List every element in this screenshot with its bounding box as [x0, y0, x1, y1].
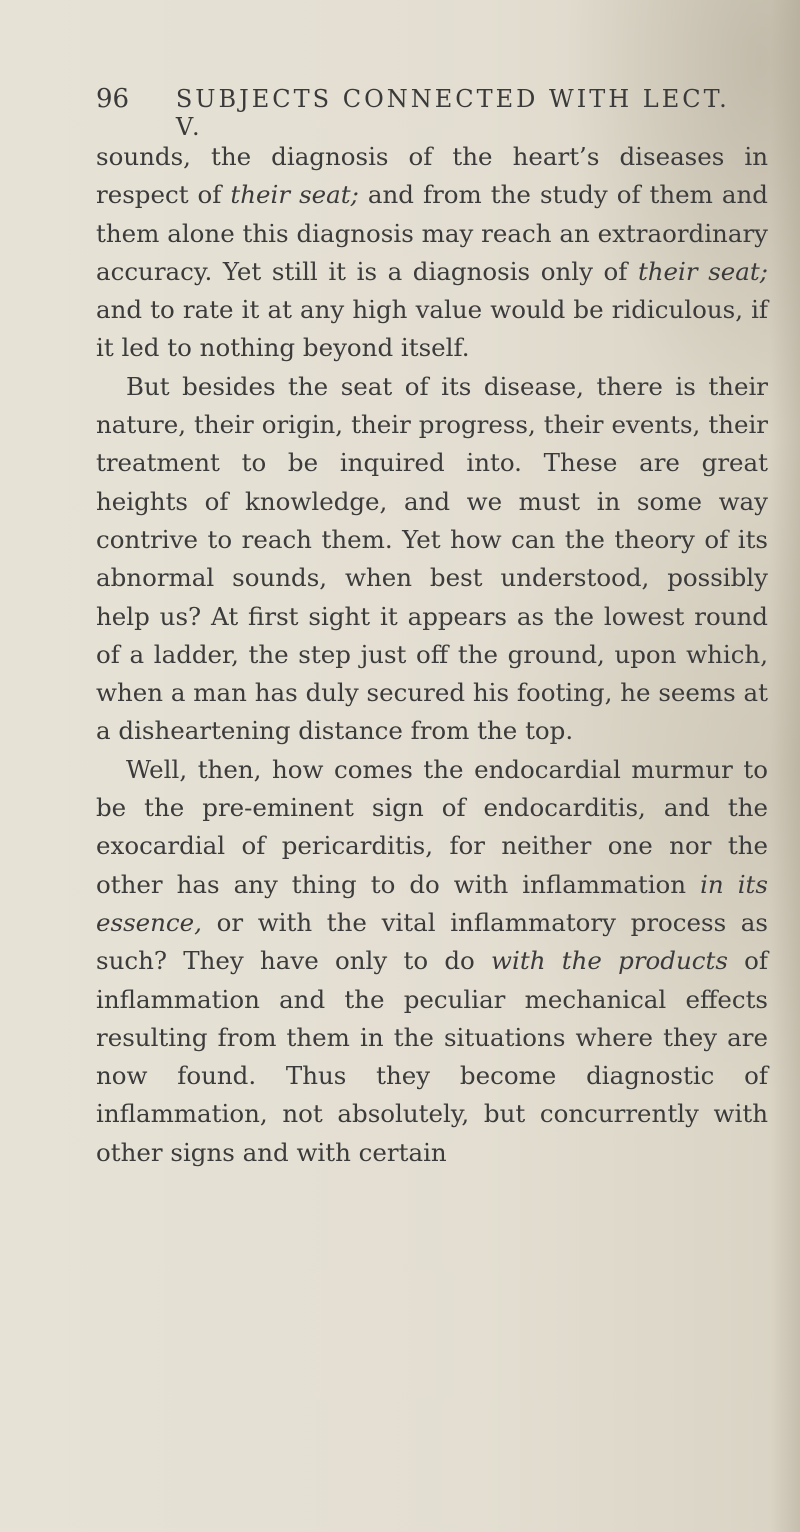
- text-segment: or with the vital inflammatory process as such? They have only to do: [96, 907, 768, 976]
- paragraph-3: [96, 751, 768, 1172]
- text-segment: But besides the seat of its disease, there is their nature, their origin, their progress, their events, their treatment to be inquired into. These are great heights of knowledge, and we must in some way contrive to reach them. Yet how can the theory of its abnormal sounds, when best understood, possibly help us? At first sight it appears as the lowest round of a ladder, the step just off the ground, upon which, when a man has duly secured his footing, he seems at a disheartening distance from the top.: [96, 371, 768, 746]
- page-number: 96: [96, 84, 130, 114]
- text-segment: sounds, the diagnosis of the heart’s diseases in respect of: [96, 142, 768, 210]
- italic-segment: with the products: [491, 946, 728, 976]
- page-edge-shadow: [770, 0, 800, 1532]
- page-header: [96, 84, 766, 141]
- text-segment: of inflammation and the peculiar mechanical effects resulting from them in the situations where they are now found. Thus they become diagnostic of inflammation, not absolutely, but concurrently with other signs and with certain: [96, 946, 768, 1167]
- italic-segment: their seat;: [230, 180, 359, 210]
- text-segment: and from the study of them and them alone this diagnosis may reach an extraordinary accuracy. Yet still it is a diagnosis only of: [96, 180, 768, 286]
- text-segment: and to rate it at any high value would be ridiculous, if it led to nothing beyond itself.: [96, 295, 768, 363]
- body-text: [96, 138, 768, 1172]
- italic-segment: their seat;: [637, 256, 768, 286]
- paragraph-2: [96, 368, 768, 751]
- running-title: SUBJECTS CONNECTED WITH LECT. V.: [175, 85, 730, 141]
- italic-segment: in its essence,: [96, 869, 768, 937]
- text-segment: Well, then, how comes the endocardial murmur to be the pre-eminent sign of endocarditis, and the exocardial of pericarditis, for neither one nor the other has any thing to do with inflammation: [96, 754, 768, 899]
- paragraph-1: [96, 138, 768, 368]
